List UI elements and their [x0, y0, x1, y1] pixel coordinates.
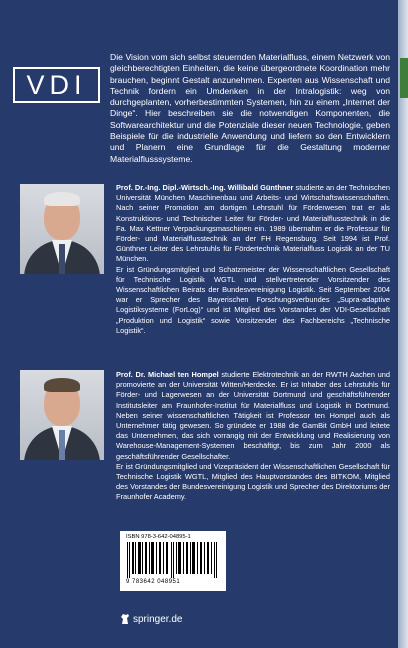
barcode-icon — [126, 542, 220, 578]
publisher-logo — [120, 613, 182, 625]
author-name: Prof. Dr.-Ing. Dipl.-Wirtsch.-Ing. Willibald Günthner — [116, 183, 294, 192]
portrait-tie — [59, 430, 65, 460]
portrait-hair — [44, 378, 80, 392]
bio-paragraph — [116, 183, 390, 265]
bio-paragraph: Er ist Gründungsmitglied und Schatzmeister der Wissenschaftlichen Gesellschaft für Technische Logistik WGTL und stellvertretender Vorsitzender des Wissenschaftlichen Beirats der Bundesvereinigung Logistik. Seit September 2004 war er Sprecher des Bayerischen Forschungsverbundes „Supra-adaptive Logistiksysteme (ForLog)“ und ist Mitglied des Vorstandes der VDI-Gesellschaft „Produktion und Logistik“ sowie Vorsitzender des Fachbereichs „Technische Logistik“. — [116, 264, 390, 335]
author-photo-guenthner — [20, 184, 104, 274]
isbn-barcode — [120, 531, 226, 591]
barcode-digits: 9 783642 048951 — [126, 579, 181, 585]
author-name: Prof. Dr. Michael ten Hompel — [116, 370, 219, 379]
bio-text: studierte Elektrotechnik an der RWTH Aachen und promovierte an der Universität Witten/Herdecke. Er ist Inhaber des Lehrstuhls für Förder- und Lagerwesen an der Universität Dortmund und geschäftsführender Institutsleiter am Fraunhofer-Institut für Materialfluss und Logistik in Dortmund. Neben seiner wissenschaftlichen Tätigkeit ist Professor ten Hompel auch als Unternehmer tätig gewesen. So gründete er 1988 die GamBit GmbH und leitete das Unternehmen, das sich vorrangig mit der Entwicklung und Realisierung von Warehouse-Management-Systemen beschäftigt, bis zum Jahr 2000 als geschäftsführender Gesellschafter. — [116, 370, 391, 461]
bio-paragraph: Er ist Gründungsmitglied und Vizepräsident der Wissenschaftlichen Gesellschaft für Technische Logistik WGTL, Mitglied des Hauptvorstandes des BITKOM, Mitglied des Vorstandes der Bundesvereinigung Logistik und Sprecher des Direktoriums der Fraunhofer Academy. — [116, 461, 390, 502]
portrait-tie — [59, 244, 65, 274]
bio-paragraph — [116, 370, 390, 462]
springer-horse-icon — [120, 613, 130, 625]
isbn-label: ISBN 978-3-642-04895-1 — [126, 534, 191, 540]
intro-text: Die Vision vom sich selbst steuernden Materialfluss, einem Netzwerk von gleichberechtigten Einheiten, die keine übergeordnete Koordination mehr brauchen, beginnt Gestalt anzunehmen. Experten aus Wissenschaft und Technik fordern ein Umdenken in der Intralogistik: weg von durchgeplanten, vorherbestimmten Systemen, hin zu einem „Internet der Dinge“. Hier beschreiben sie die notwendigen Komponenten, die Softwarearchitektur und die Potenziale dieser neuen Technologie, geben Beispiele für die industrielle Anwendung und liefern so den Entwicklern und Planern eine Grundlage für die Gestaltung moderner Materialflusssysteme. — [110, 52, 390, 164]
author-bio-tenhompel — [116, 370, 390, 503]
author-bio-guenthner — [116, 183, 390, 336]
series-color-tab — [400, 58, 408, 98]
author-photo-tenhompel — [20, 370, 104, 460]
portrait-hair — [44, 192, 80, 206]
vdi-logo: VDI — [13, 67, 100, 103]
publisher-url[interactable]: springer.de — [133, 613, 183, 625]
bio-text: studierte an der Technischen Universität München Maschinenbau und Arbeits- und Wirtschaftswissenschaften. Nach seiner Promotion am dortigen Lehrstuhl für Förderwesen trat er als Konstruktions- und Technischer Leiter für Förder- und Materialflusstechnik in die Fa. Max Kettner Verpackungsmaschinen ein. 1989 übernahm er die Professur für Förder- und Materialflusstechnik an der FH Regensburg. Seit 1994 ist Prof. Günthner Leiter des Lehrstuhls für Fördertechnik Materialfluss Logistik an der TU München. — [116, 183, 390, 264]
